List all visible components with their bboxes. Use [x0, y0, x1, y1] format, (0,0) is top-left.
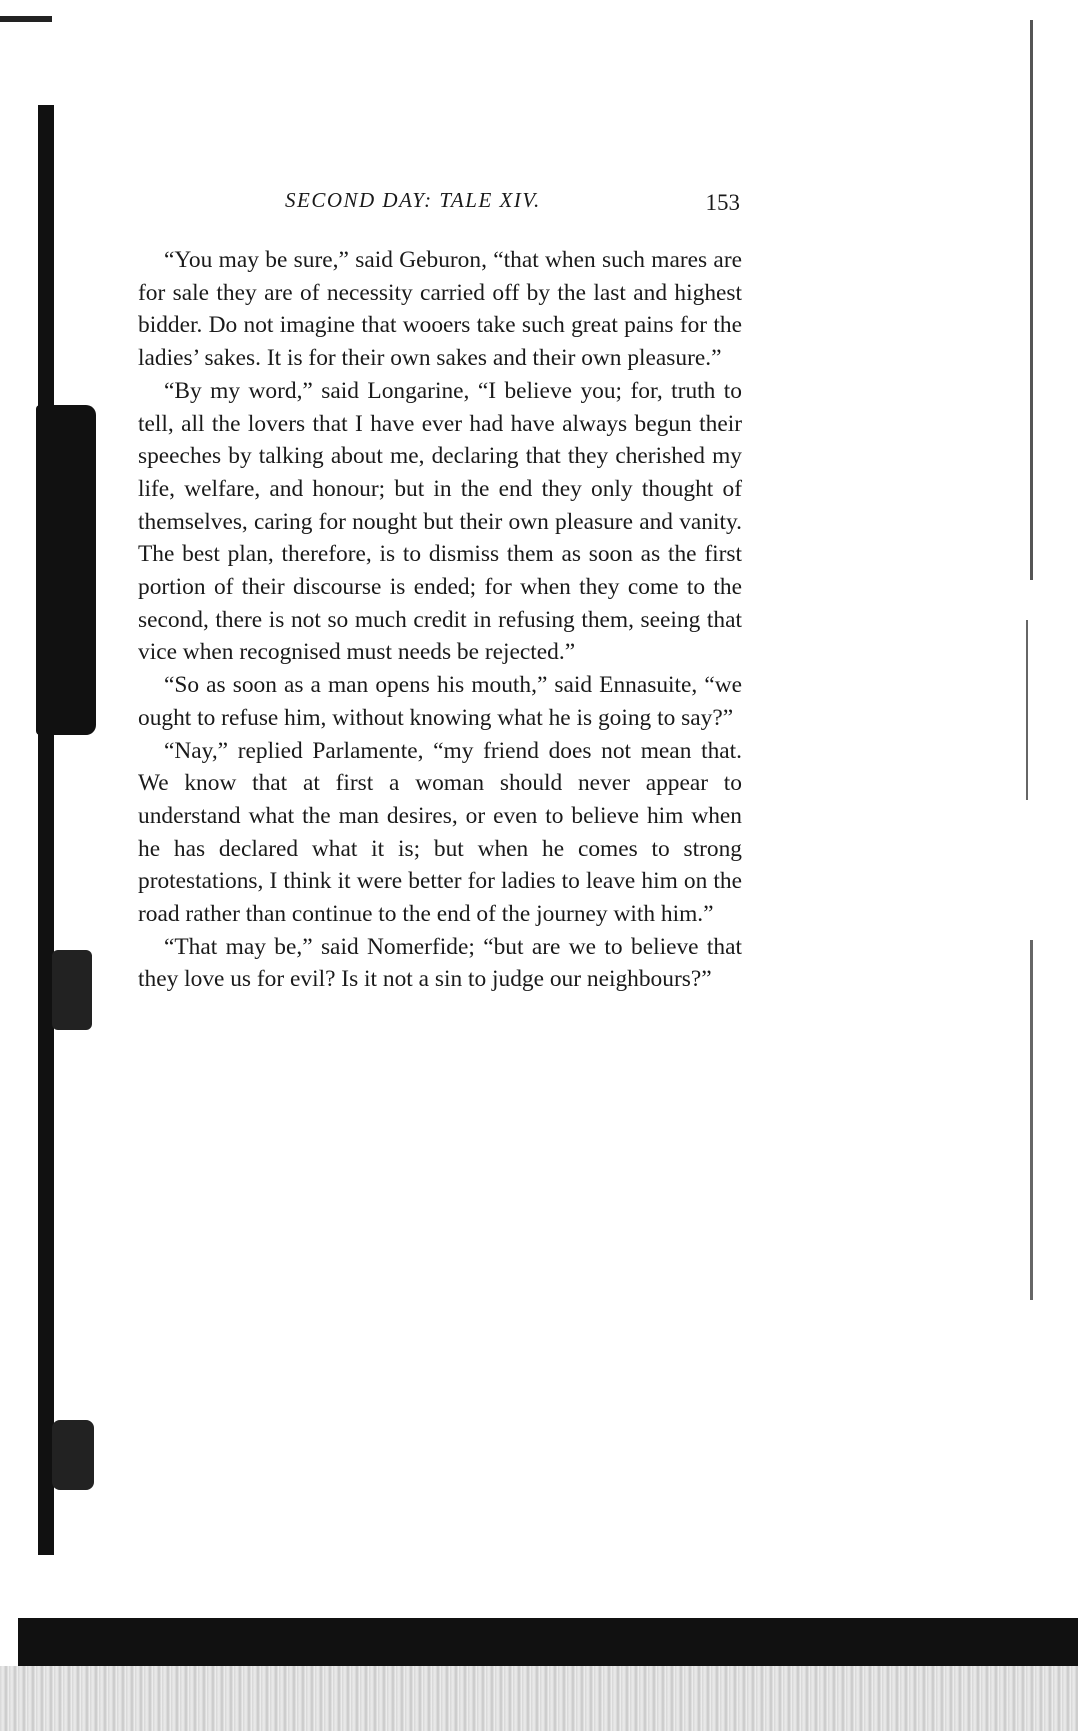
scan-bottom-shadow: [18, 1618, 1078, 1666]
running-title: SECOND DAY: TALE XIV.: [285, 188, 541, 212]
running-head: [140, 188, 740, 222]
page-number: 153: [705, 190, 740, 215]
text-block: [138, 244, 742, 996]
scan-bottom-noise: [0, 1666, 1078, 1731]
scan-binding-blot-bottom: [52, 1420, 94, 1490]
paragraph-longarine: “By my word,” said Longarine, “I believe you; for, truth to tell, all the lovers that I have ever had have always begun their speeches by talking about me, declaring that they cherished my life, welfare, and honour; but in the end they only thought of themselves, caring for nought but their own pleasure and vanity. The best plan, therefore, is to dismiss them as soon as the first portion of their discourse is ended; for when they come to the second, there is not so much credit in refusing them, seeing that vice when recognised must needs be rejected.”: [138, 377, 742, 666]
scan-corner-mark: [0, 16, 52, 22]
paragraph-parlamente: “Nay,” replied Parlamente, “my friend does not mean that. We know that at first a woman should never appear to understand what the man desires, or even to believe him when he has declared what it is; but when he comes to strong protestations, I think it were better for ladies to leave him on the road rather than continue to the end of the journey with him.”: [138, 737, 742, 928]
scan-right-edge: [1030, 20, 1033, 580]
paragraph-ennasuite: “So as soon as a man opens his mouth,” said Ennasuite, “we ought to refuse him, without knowing what he is going to say?”: [138, 672, 742, 731]
paragraph-nomerfide: “That may be,” said Nomerfide; “but are we to believe that they love us for evil? Is it not a sin to judge our neighbours?”: [138, 933, 742, 993]
scan-right-edge-mid: [1026, 620, 1028, 800]
scan-binding-shadow: [38, 105, 54, 1555]
scan-binding-blot-lower: [52, 950, 92, 1030]
scan-binding-blot: [36, 405, 96, 735]
scan-right-edge-lower: [1030, 940, 1033, 1300]
paragraph-geburon: “You may be sure,” said Geburon, “that when such mares are for sale they are of necessity carried off by the last and highest bidder. Do not imagine that wooers take such great pains for the ladies’ sakes. It is for their own sakes and their own pleasure.”: [138, 247, 742, 372]
